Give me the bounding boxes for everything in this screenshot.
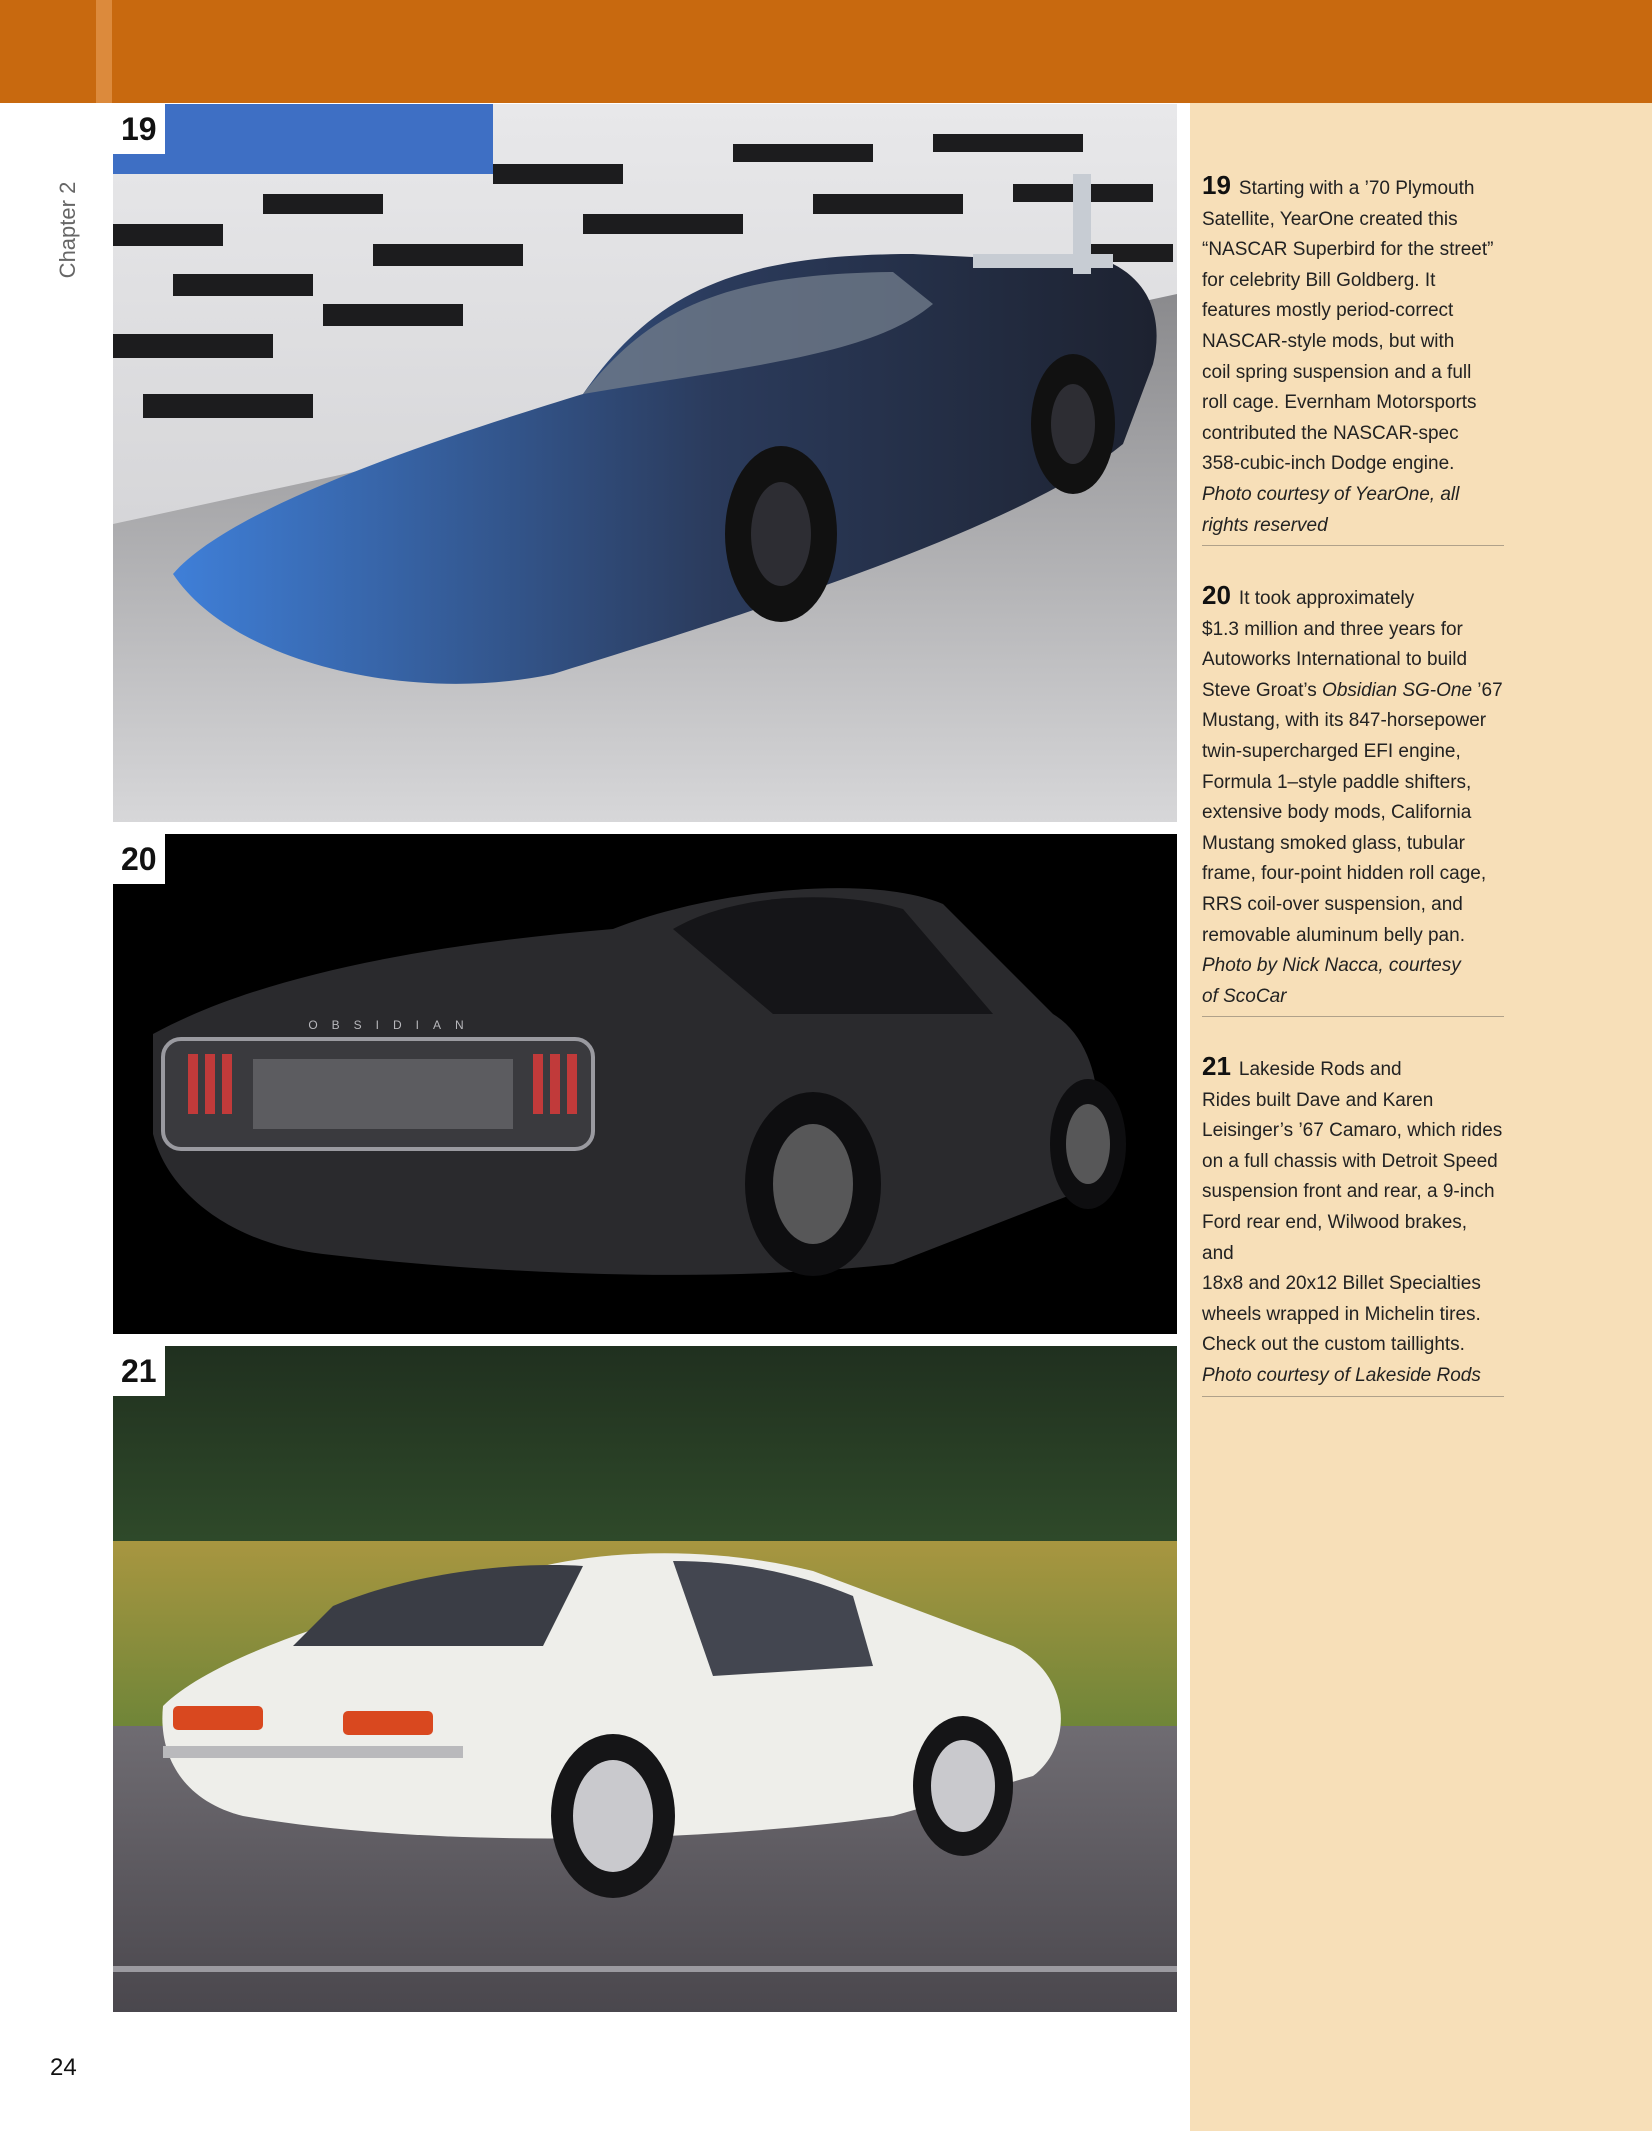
caption-19 <box>1202 170 1504 546</box>
caption-line: features mostly period-correct <box>1202 300 1454 322</box>
header-stripe <box>96 0 112 103</box>
caption-21 <box>1202 1051 1504 1397</box>
caption-line: It took approximately <box>1238 588 1415 609</box>
caption-line: Formula 1–style paddle shifters, <box>1202 771 1472 793</box>
obsidian-badge: OBSIDIAN <box>308 1018 478 1032</box>
caption-21-number: 21 <box>1202 1051 1231 1081</box>
caption-line: on a full chassis with Detroit Speed <box>1202 1150 1498 1172</box>
caption-line: coil spring suspension and a full <box>1202 361 1472 383</box>
caption-20-number: 20 <box>1202 580 1231 610</box>
header-bar <box>0 0 1652 103</box>
caption-line: extensive body mods, California <box>1202 802 1472 824</box>
photo-19-superbird <box>113 104 1177 822</box>
photo-number-20: 20 <box>113 834 165 884</box>
caption-line: wheels wrapped in Michelin tires. <box>1202 1303 1481 1325</box>
photo-20-obsidian <box>113 834 1177 1334</box>
caption-line: Mustang, with its 847-horsepower <box>1202 710 1487 732</box>
photo-number-19: 19 <box>113 104 165 154</box>
caption-19-number: 19 <box>1202 170 1231 200</box>
photo-credit: Photo courtesy of YearOne, all <box>1202 483 1460 505</box>
caption-line: Leisinger’s ’67 Camaro, which rides <box>1202 1120 1503 1142</box>
caption-20 <box>1202 580 1504 1017</box>
caption-line: “NASCAR Superbird for the street” <box>1202 239 1494 261</box>
caption-line: Mustang smoked glass, tubular <box>1202 832 1465 854</box>
caption-line <box>1202 676 1504 707</box>
caption-line: Lakeside Rods and <box>1238 1059 1402 1080</box>
photo-credit: Photo courtesy of Lakeside Rods <box>1202 1364 1481 1386</box>
caption-line: RRS coil-over suspension, and <box>1202 893 1463 915</box>
car-name: Obsidian SG-One <box>1322 679 1473 701</box>
photo-credit: Photo by Nick Nacca, courtesy <box>1202 955 1461 977</box>
caption-line: Autoworks International to build <box>1202 649 1468 671</box>
caption-line: Ford rear end, Wilwood brakes, and <box>1202 1211 1468 1264</box>
photo-number-21: 21 <box>113 1346 165 1396</box>
caption-line: $1.3 million and three years for <box>1202 618 1463 640</box>
caption-line: roll cage. Evernham Motorsports <box>1202 392 1477 414</box>
caption-line: Starting with a ’70 Plymouth <box>1238 178 1475 199</box>
photo-credit: rights reserved <box>1202 514 1328 536</box>
caption-line: frame, four-point hidden roll cage, <box>1202 863 1487 885</box>
caption-line: 18x8 and 20x12 Billet Specialties <box>1202 1273 1481 1295</box>
caption-line: Rides built Dave and Karen <box>1202 1089 1434 1111</box>
caption-line: removable aluminum belly pan. <box>1202 924 1465 946</box>
caption-line: contributed the NASCAR-spec <box>1202 422 1459 444</box>
photo-21-camaro <box>113 1346 1177 2012</box>
chapter-label: Chapter 2 <box>55 181 80 279</box>
page-number: 24 <box>50 2054 77 2081</box>
photo-credit: of ScoCar <box>1202 985 1287 1007</box>
caption-line: Satellite, YearOne created this <box>1202 208 1458 230</box>
caption-line: NASCAR-style mods, but with <box>1202 330 1455 352</box>
caption-line: 358-cubic-inch Dodge engine. <box>1202 453 1455 475</box>
caption-line: for celebrity Bill Goldberg. It <box>1202 269 1436 291</box>
caption-line: Check out the custom taillights. <box>1202 1334 1465 1356</box>
caption-line: suspension front and rear, a 9-inch <box>1202 1181 1495 1203</box>
caption-text: Steve Groat’s <box>1202 679 1323 701</box>
caption-line: twin-supercharged EFI engine, <box>1202 740 1461 762</box>
caption-text: ’67 <box>1472 679 1503 701</box>
